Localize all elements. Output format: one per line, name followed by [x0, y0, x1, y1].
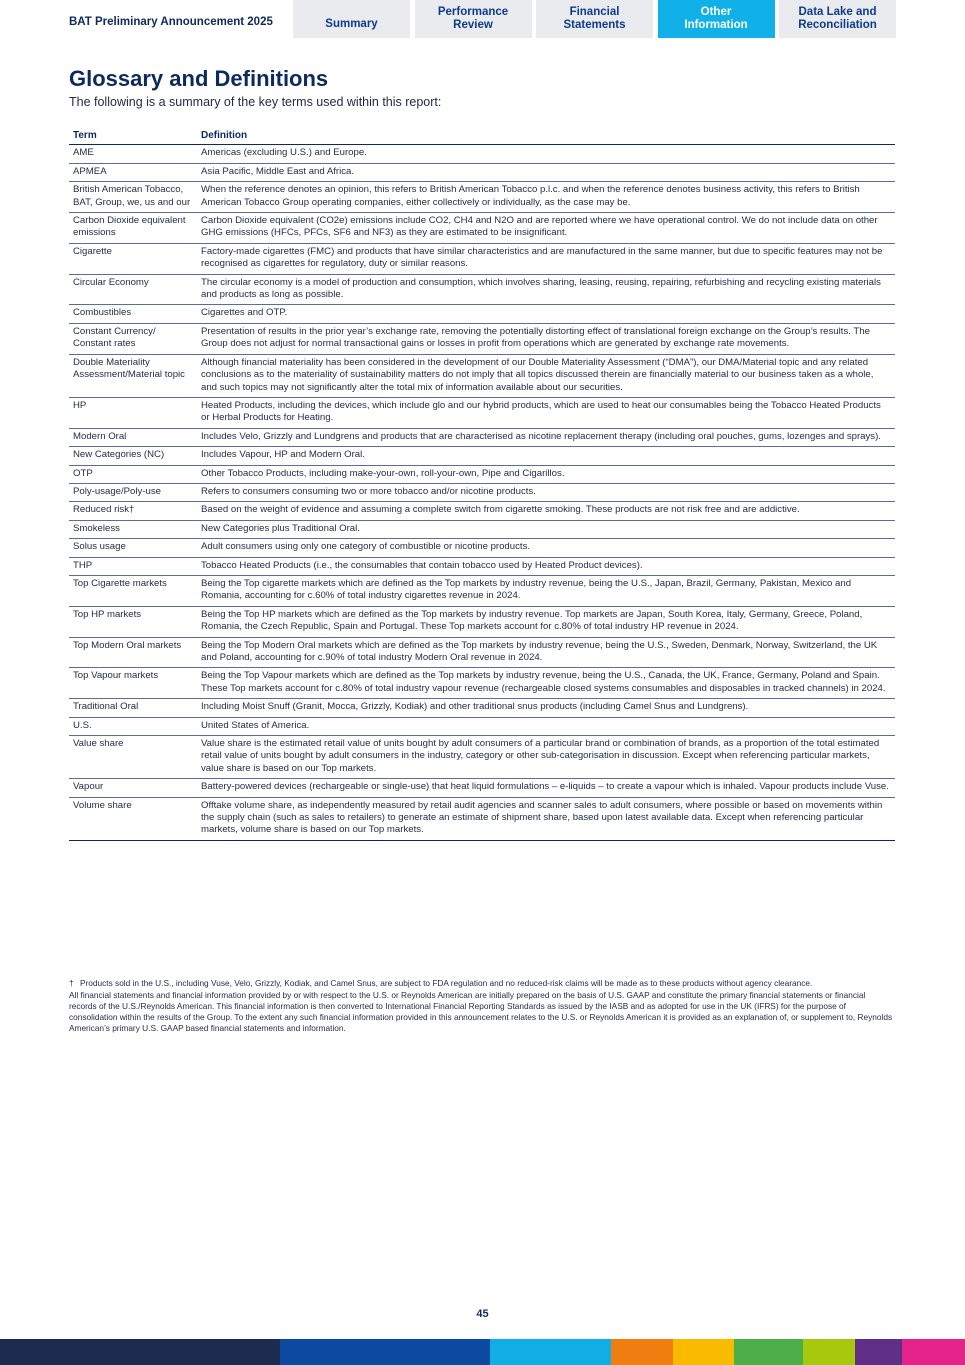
tab-performance-review[interactable]: Performance Review — [415, 0, 532, 38]
table-row — [69, 797, 895, 840]
dagger-footnote — [69, 978, 895, 989]
term-cell: Solus usage — [69, 539, 197, 557]
color-bar-segment — [673, 1339, 734, 1365]
term-cell: Traditional Oral — [69, 699, 197, 717]
section-tabs — [293, 0, 901, 38]
color-bar-segment — [280, 1339, 490, 1365]
term-cell: Value share — [69, 736, 197, 779]
table-row — [69, 717, 895, 735]
table-row — [69, 274, 895, 305]
term-cell: APMEA — [69, 163, 197, 181]
table-row — [69, 539, 895, 557]
header-bar — [0, 0, 965, 38]
definition-cell: Offtake volume share, as independently measured by retail audit agencies and scanner sales to adult consumers, where possible or based on movements within the supply chain (such as sales to retailers) to generate an estimate of shipment share, based upon latest available data. Except when referencing particular markets, volume share is based on our Top markets. — [197, 797, 895, 840]
table-row — [69, 163, 895, 181]
definition-cell: Other Tobacco Products, including make-your-own, roll-your-own, Pipe and Cigarillos. — [197, 465, 895, 483]
term-cell: Volume share — [69, 797, 197, 840]
term-cell: Double Materiality Assessment/Material topic — [69, 354, 197, 397]
table-row — [69, 668, 895, 699]
table-row — [69, 243, 895, 274]
term-cell: Top Vapour markets — [69, 668, 197, 699]
term-cell: Cigarette — [69, 243, 197, 274]
page-number: 45 — [476, 1308, 489, 1320]
definition-cell: Cigarettes and OTP. — [197, 305, 895, 323]
glossary-table — [69, 128, 895, 841]
table-row — [69, 354, 895, 397]
definition-cell: Includes Vapour, HP and Modern Oral. — [197, 447, 895, 465]
term-cell: Carbon Dioxide equivalent emissions — [69, 213, 197, 244]
definition-cell: New Categories plus Traditional Oral. — [197, 520, 895, 538]
color-bar-segment — [611, 1339, 673, 1365]
definition-cell: Being the Top Vapour markets which are defined as the Top markets by industry revenue, being the U.S., Canada, the UK, France, Germany, Poland and Spain. These Top markets account for c.80% of total industry vapour revenue (rechargeable closed systems consumables and disposables in tracked channels) in 2024. — [197, 668, 895, 699]
term-cell: Top Cigarette markets — [69, 575, 197, 606]
table-row — [69, 637, 895, 668]
definition-cell: Based on the weight of evidence and assuming a complete switch from cigarette smoking. These products are not risk free and are addictive. — [197, 502, 895, 520]
color-bar-segment — [734, 1339, 803, 1365]
term-cell: British American Tobacco, BAT, Group, we, us and our — [69, 182, 197, 213]
term-cell: Circular Economy — [69, 274, 197, 305]
term-cell: Reduced risk† — [69, 502, 197, 520]
term-cell: HP — [69, 397, 197, 428]
term-cell: Smokeless — [69, 520, 197, 538]
glossary-body — [69, 145, 895, 840]
term-cell: New Categories (NC) — [69, 447, 197, 465]
table-row — [69, 182, 895, 213]
page-title: Glossary and Definitions — [69, 66, 329, 91]
term-cell: OTP — [69, 465, 197, 483]
definition-cell: Presentation of results in the prior year’s exchange rate, removing the potentially distorting effect of translational foreign exchange on the Group’s results. The Group does not adjust for normal transactional gains or losses in profit from operations which are generated by exchange rate movements. — [197, 323, 895, 354]
table-row — [69, 736, 895, 779]
color-bar-segment — [490, 1339, 611, 1365]
tab-data-lake-reconciliation[interactable]: Data Lake and Reconciliation — [779, 0, 896, 38]
gaap-footnote: All financial statements and financial information provided by or with respect to the U.S. or Reynolds American are initially prepared on the basis of U.S. GAAP and constitute the primary financial statements or financial records of the U.S./Reynolds American. This financial information is then converted to International Financial Reporting Standards as issued by the IASB and as adopted for use in the UK (IFRS) for the purpose of consolidation within the results of the Group. To the extent any such financial information provided in this announcement relates to the U.S. or Reynolds American it is provided as an explanation of, or supplement to, Reynolds American’s primary U.S. GAAP based financial statements and information. — [69, 990, 893, 1033]
column-header-definition: Definition — [197, 128, 895, 145]
table-row — [69, 699, 895, 717]
definition-cell: Carbon Dioxide equivalent (CO2e) emissions include CO2, CH4 and N2O and are reported where we have operational control. We do not include data on other GHG emissions (HFCs, PFCs, SF6 and NF3) as they are estimated to be insignificant. — [197, 213, 895, 244]
term-cell: Combustibles — [69, 305, 197, 323]
definition-cell: Asia Pacific, Middle East and Africa. — [197, 163, 895, 181]
term-cell: Top Modern Oral markets — [69, 637, 197, 668]
tab-other-information[interactable]: Other Information — [658, 0, 775, 38]
table-row — [69, 145, 895, 163]
definition-cell: Americas (excluding U.S.) and Europe. — [197, 145, 895, 163]
definition-cell: Adult consumers using only one category of combustible or nicotine products. — [197, 539, 895, 557]
definition-cell: Tobacco Heated Products (i.e., the consumables that contain tobacco used by Heated Product devices). — [197, 557, 895, 575]
definition-cell: United States of America. — [197, 717, 895, 735]
definition-cell: Being the Top HP markets which are defined as the Top markets by industry revenue. Top markets are Japan, South Korea, Italy, Germany, Greece, Poland, Romania, the Czech Republic, Spain and Portugal. These Top markets account for c.80% of total industry HP revenue in 2024. — [197, 606, 895, 637]
term-cell: AME — [69, 145, 197, 163]
definition-cell: Being the Top cigarette markets which are defined as the Top markets by industry revenue, being the U.S., Japan, Brazil, Germany, Pakistan, Mexico and Romania, accounting for c.60% of total industry cigarettes revenue in 2024. — [197, 575, 895, 606]
report-title: BAT Preliminary Announcement 2025 — [69, 16, 273, 28]
table-row — [69, 213, 895, 244]
term-cell: Vapour — [69, 779, 197, 797]
term-cell: Top HP markets — [69, 606, 197, 637]
table-row — [69, 575, 895, 606]
tab-summary[interactable]: Summary — [293, 0, 410, 38]
table-row — [69, 779, 895, 797]
definition-cell: Refers to consumers consuming two or more tobacco and/or nicotine products. — [197, 483, 895, 501]
table-row — [69, 606, 895, 637]
definition-cell: Heated Products, including the devices, which include glo and our hybrid products, which are used to heat our consumables being the Tobacco Heated Products or Herbal Products for Heating. — [197, 397, 895, 428]
definition-cell: Although financial materiality has been considered in the development of our Double Materiality Assessment (“DMA”), our DMA/Material topic and any related conclusions as to the materiality of sustainability matters do not imply that all topics discussed therein are financially material to our business taken as a whole, and such topics may not significantly alter the total mix of information available about our securities. — [197, 354, 895, 397]
column-header-term: Term — [69, 128, 197, 145]
definition-cell: The circular economy is a model of production and consumption, which involves sharing, leasing, reusing, repairing, refurbishing and recycling existing materials and products as long as possible. — [197, 274, 895, 305]
term-cell: Modern Oral — [69, 428, 197, 446]
color-bar-segment — [855, 1339, 902, 1365]
table-row — [69, 428, 895, 446]
definition-cell: Being the Top Modern Oral markets which are defined as the Top markets by industry revenue, being the U.S., Sweden, Denmark, Norway, Switzerland, the UK and Poland, accounting for c.90% of total industry Modern Oral revenue in 2024. — [197, 637, 895, 668]
table-row — [69, 447, 895, 465]
dagger-symbol: † — [69, 978, 74, 988]
footnotes — [69, 978, 895, 1034]
table-row — [69, 502, 895, 520]
term-cell: Constant Currency/ Constant rates — [69, 323, 197, 354]
term-cell: Poly-usage/Poly-use — [69, 483, 197, 501]
definition-cell: Including Moist Snuff (Granit, Mocca, Grizzly, Kodiak) and other traditional snus products (including Camel Snus and Lundgrens). — [197, 699, 895, 717]
table-row — [69, 483, 895, 501]
definition-cell: Value share is the estimated retail value of units bought by adult consumers of a particular brand or combination of brands, as a proportion of the total estimated retail value of units bought by adult consumers in the industry, category or other sub-categorisation in discussion. Except when referencing particular markets, value share is based on our Top markets. — [197, 736, 895, 779]
dagger-footnote-text: Products sold in the U.S., including Vuse, Velo, Grizzly, Kodiak, and Camel Snus, are subject to FDA regulation and no reduced-risk claims will be made as to these products without agency clearance. — [80, 978, 813, 988]
color-bar-segment — [0, 1339, 280, 1365]
color-bar-segment — [902, 1339, 965, 1365]
definition-cell: When the reference denotes an opinion, this refers to British American Tobacco p.l.c. and when the reference denotes business activity, this refers to British American Tobacco Group operating companies, either collectively or individually, as the case may be. — [197, 182, 895, 213]
definition-cell: Includes Velo, Grizzly and Lundgrens and products that are characterised as nicotine replacement therapy (including oral pouches, gums, lozenges and sprays). — [197, 428, 895, 446]
footer-color-bar — [0, 1339, 965, 1365]
color-bar-segment — [803, 1339, 855, 1365]
definition-cell: Battery-powered devices (rechargeable or single-use) that heat liquid formulations – e-liquids – to create a vapour which is inhaled. Vapour products include Vuse. — [197, 779, 895, 797]
table-row — [69, 305, 895, 323]
table-row — [69, 557, 895, 575]
table-row — [69, 323, 895, 354]
page-subtitle: The following is a summary of the key terms used within this report: — [69, 95, 442, 109]
definition-cell: Factory-made cigarettes (FMC) and products that have similar characteristics and are manufactured in the same manner, but due to specific features may not be recognised as cigarettes for regulatory, duty or similar reasons. — [197, 243, 895, 274]
table-row — [69, 520, 895, 538]
table-row — [69, 397, 895, 428]
table-row — [69, 465, 895, 483]
table-header-row — [69, 128, 895, 145]
term-cell: THP — [69, 557, 197, 575]
term-cell: U.S. — [69, 717, 197, 735]
tab-financial-statements[interactable]: Financial Statements — [536, 0, 653, 38]
